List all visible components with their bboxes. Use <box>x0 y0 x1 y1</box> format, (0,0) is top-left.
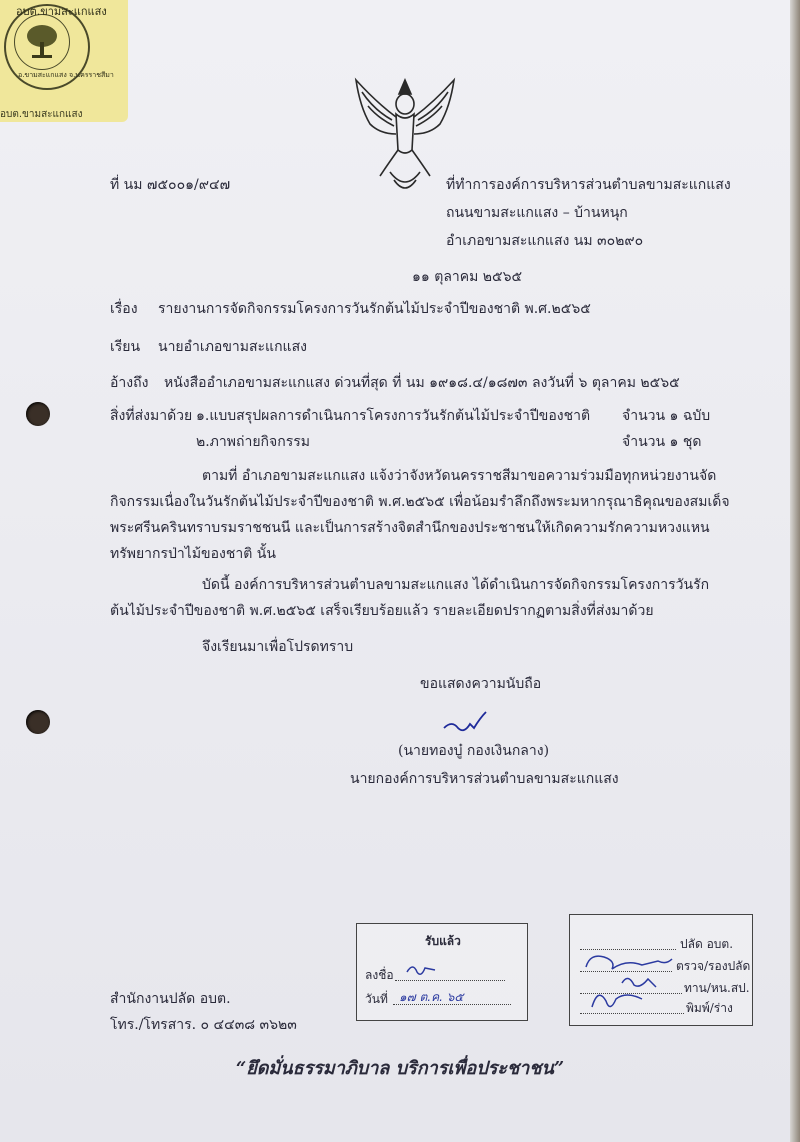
signer-position: นายกองค์การบริหารส่วนตำบลขามสะแกแสง <box>350 771 619 787</box>
enclosure-label: สิ่งที่ส่งมาด้วย <box>110 408 193 424</box>
enclosure-item-2: ๒.ภาพถ่ายกิจกรรม <box>196 434 310 450</box>
punch-hole <box>26 402 50 426</box>
enclosure-item-1-qty: จำนวน ๑ ฉบับ <box>622 408 711 424</box>
recipient-text: นายอำเภอขามสะแกแสง <box>158 339 307 355</box>
sticker-label: อบต.ขามสะแกแสง <box>0 109 83 120</box>
reference-label: อ้างถึง <box>110 375 149 391</box>
punch-hole <box>26 710 50 734</box>
enclosure-item-1: ๑.แบบสรุปผลการดำเนินการโครงการวันรักต้นไม้ประจำปีของชาติ <box>196 408 591 424</box>
paragraph-line: บัดนี้ องค์การบริหารส่วนตำบลขามสะแกแสง ได้ดำเนินการจัดกิจกรรมโครงการวันรัก <box>202 577 710 593</box>
received-stamp-box <box>356 923 528 1021</box>
office-address-line3: อำเภอขามสะแกแสง นม ๓๐๒๙๐ <box>446 233 644 249</box>
closing-request: จึงเรียนมาเพื่อโปรดทราบ <box>202 639 354 655</box>
footer-office: สำนักงานปลัด อบต. <box>110 991 231 1007</box>
paragraph-line: ต้นไม้ประจำปีของชาติ พ.ศ.๒๕๖๕ เสร็จเรียบร้อยแล้ว รายละเอียดปรากฏตามสิ่งที่ส่งมาด้วย <box>110 603 654 619</box>
seal-sticker <box>0 0 128 122</box>
document-number: ที่ นม ๗๕๐๐๑/๙๔๗ <box>110 177 231 193</box>
body-paragraph-1 <box>110 463 730 567</box>
recipient-label: เรียน <box>110 339 141 355</box>
garuda-emblem-icon <box>350 72 460 200</box>
routing-row-2: ตรวจ/รองปลัด <box>676 959 751 973</box>
received-date-value: ๑๗ ต.ค. ๖๕ <box>399 990 464 1004</box>
seal-top-text: อบต.ขามสะแกแสง <box>16 5 107 18</box>
routing-signatures-icon <box>582 943 682 1019</box>
signer-name: (นายทองบู๋ กองเงินกลาง) <box>398 743 550 759</box>
body-paragraph-2 <box>110 572 709 624</box>
received-title: รับแล้ว <box>425 934 461 948</box>
paragraph-line: กิจกรรมเนื่องในวันรักต้นไม้ประจำปีของชาติ พ.ศ.๒๕๖๕ เพื่อน้อมรำลึกถึงพระมหากรุณาธิคุณของสมเด็จ <box>110 494 730 510</box>
salutation: ขอแสดงความนับถือ <box>420 676 542 692</box>
routing-row-3: ทาน/หน.สป. <box>684 981 750 995</box>
received-sign-label: ลงชื่อ <box>365 968 394 982</box>
received-signature-icon <box>405 960 439 978</box>
footer-motto: “ยึดมั่นธรรมาภิบาล บริการเพื่อประชาชน” <box>235 1058 565 1079</box>
routing-row-4: พิมพ์/ร่าง <box>686 1001 733 1015</box>
paragraph-line: พระศรีนครินทราบรมราชชนนี และเป็นการสร้างจิตสำนึกของประชาชนให้เกิดความรักความหวงแหน <box>110 520 710 536</box>
paragraph-line: ทรัพยากรป่าไม้ของชาติ นั้น <box>110 546 276 562</box>
reference-text: หนังสืออำเภอขามสะแกแสง ด่วนที่สุด ที่ นม ๑๙๑๘.๔/๑๘๗๓ ลงวันที่ ๖ ตุลาคม ๒๕๖๕ <box>164 375 680 391</box>
footer-phone: โทร./โทรสาร. ๐ ๔๔๓๘ ๓๖๒๓ <box>110 1017 297 1033</box>
paragraph-line: ตามที่ อำเภอขามสะแกแสง แจ้งว่าจังหวัดนครราชสีมาขอความร่วมมือทุกหน่วยงานจัด <box>202 468 717 484</box>
office-address-line2: ถนนขามสะแกแสง – บ้านหนุก <box>446 205 628 221</box>
received-sign-line <box>395 980 505 981</box>
page-edge-shadow <box>790 0 800 1142</box>
enclosure-item-2-qty: จำนวน ๑ ชุด <box>622 434 702 450</box>
routing-row-1: ปลัด อบต. <box>680 937 734 951</box>
seal-bottom-text: อ.ขามสะแกแสง จ.นครราชสีมา <box>18 71 114 79</box>
signature-mark-icon <box>440 708 490 734</box>
routing-stamp-box <box>569 914 753 1026</box>
subject-label: เรื่อง <box>110 301 138 317</box>
tree-icon <box>22 22 62 62</box>
office-address-line1: ที่ทำการองค์การบริหารส่วนตำบลขามสะแกแสง <box>446 177 731 193</box>
received-date-label: วันที่ <box>365 992 388 1006</box>
subject-text: รายงานการจัดกิจกรรมโครงการวันรักต้นไม้ประจำปีของชาติ พ.ศ.๒๕๖๕ <box>158 301 591 317</box>
document-date: ๑๑ ตุลาคม ๒๕๖๕ <box>412 269 523 285</box>
